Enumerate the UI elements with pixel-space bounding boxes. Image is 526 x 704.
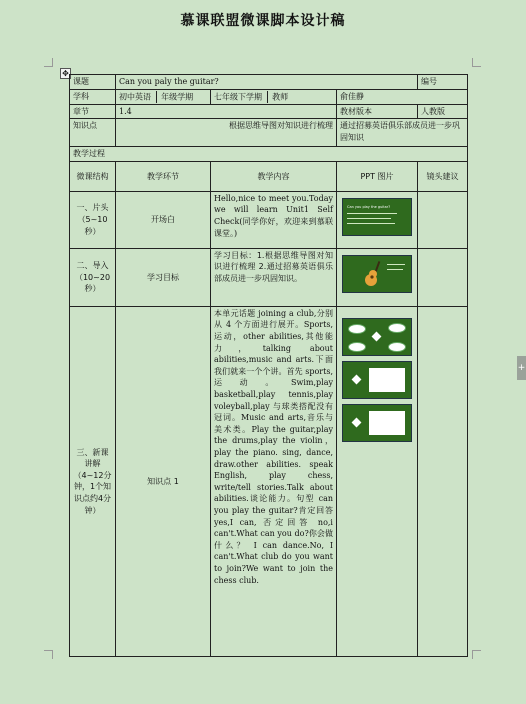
row-step: 知识点 1 [116,306,211,656]
knowledge-text: 根据思维导图对知识进行梳理 [229,121,333,131]
chapter-value[interactable]: 1.4 [116,104,337,119]
row-camera[interactable] [418,306,468,656]
row-structure: 二、导入（10~20秒） [70,248,116,306]
subject-grade-cell[interactable] [116,89,211,104]
number-label: 编号 [421,77,438,86]
row-camera[interactable] [418,191,468,248]
header-structure: 微课结构 [70,161,116,191]
subject-label: 学科 [70,89,116,104]
table-move-handle-icon[interactable]: ✥ [60,68,71,79]
row-step: 开场白 [116,191,211,248]
margin-corner-mark [44,58,53,67]
margin-corner-mark [472,58,481,67]
row-ppt [337,191,418,248]
slide-title: Can you play the guitar? [347,204,391,209]
subject-value: 初中英语 [119,92,151,102]
grade-value: 七年级下学期 [214,92,262,102]
row-structure: 一、片头（5~10秒） [70,191,116,248]
edition-value[interactable]: 人教版 [418,104,468,119]
chapter-label: 章节 [70,104,116,119]
header-camera: 镜头建议 [418,161,468,191]
teacher-label: 教师 [272,92,289,102]
table-row [70,248,468,306]
goal-value[interactable]: 通过招募英语俱乐部成员进一步巩固知识 [337,119,468,147]
header-step: 教学环节 [116,161,211,191]
margin-corner-mark [472,650,481,659]
margin-corner-mark [44,650,53,659]
document-title: 慕课联盟微课脚本设计稿 [180,13,346,29]
row-content[interactable]: 学习目标：1.根据思维导图对知识进行梳理 2.通过招募英语俱乐部成员进一步巩固知识。 [211,248,337,306]
row-ppt [337,248,418,306]
knowledge-value[interactable] [116,119,337,147]
table-row [70,306,468,656]
row-content[interactable]: Hello,nice to meet you.Today we will learn Unit1 Self Check(同学你好，欢迎来到慕联课堂。) [211,191,337,248]
ppt-slide-thumbnail[interactable] [342,255,412,293]
topic-text: Can you paly the guitar? [119,77,219,86]
topic-label: 课题 [70,75,116,90]
ppt-slide-music[interactable] [342,404,412,442]
script-table [69,74,468,657]
row-content[interactable]: 本单元话题 joining a club,分别从 4 个方面进行展开。Sports,运动，other abilities,其他能力，talking about abilities,music and arts.下面我们就来一个个讲。首先 sports, 运动。Swim,play basketball,play tennis,play voleyball,play 与球类搭配没有冠词。Music and arts,音乐与美术类。Play the guitar,play the drums,play the violin，play the piano. sing, dance, draw.other abilities. speak English, play chess, write/tell stories.Talk about abilities.谈论能力。句型 can you play the guitar?肯定回答 yes,I can, 否定回答 no,i can't.What can you do?你会做什么？ I can dance.No, I can't.What club do you want to join?We want to join the chess club. [211,306,337,656]
ppt-slide-mindmap[interactable] [342,318,412,356]
row-structure: 三、新课讲解（4~12分钟，1个知识点约4分钟） [70,306,116,656]
process-label: 教学过程 [70,147,468,162]
guitar-icon [363,260,383,288]
knowledge-label: 知识点 [70,119,116,147]
edition-label: 教材版本 [337,104,418,119]
number-field[interactable] [418,75,468,90]
side-panel-toggle-icon[interactable]: + [517,356,526,380]
header-ppt: PPT 图片 [337,161,418,191]
header-content: 教学内容 [211,161,337,191]
ppt-slide-sports[interactable] [342,361,412,399]
grade-teacher-cell[interactable] [211,89,337,104]
row-ppt [337,306,418,656]
grade-label: 年级学期 [161,92,194,102]
ppt-slide-thumbnail[interactable] [342,198,412,236]
teacher-value[interactable]: 俞佳静 [337,89,468,104]
table-row [70,191,468,248]
topic-value[interactable] [116,75,418,90]
row-camera[interactable] [418,248,468,306]
row-step: 学习目标 [116,248,211,306]
